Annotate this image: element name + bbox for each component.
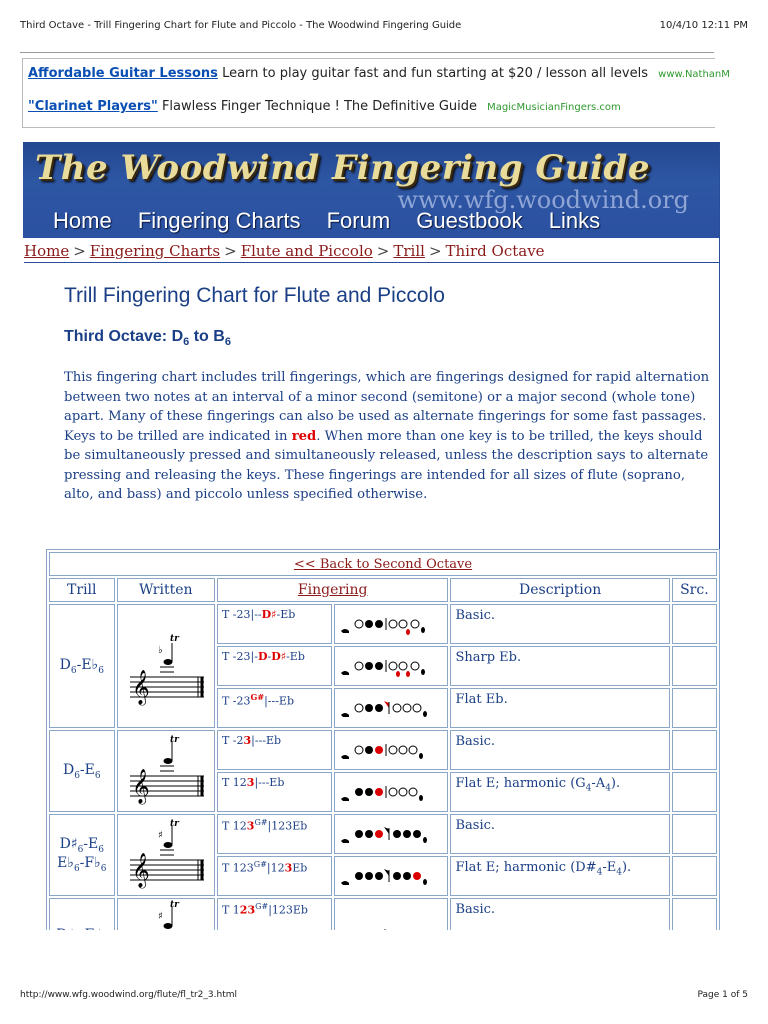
staff-notation <box>117 730 215 812</box>
ad-clarinet <box>28 99 621 114</box>
header-src: Src. <box>672 578 717 602</box>
fingering-diagram <box>334 814 449 854</box>
header-description: Description <box>450 578 669 602</box>
print-header <box>20 20 748 34</box>
description: Basic. <box>450 604 669 644</box>
svg-text:tr: tr <box>169 634 179 644</box>
svg-text:tr: tr <box>169 735 179 745</box>
fingering-text: T $123^{G\#}|123Eb$ <box>217 898 332 974</box>
fingering-text: T $-23^{G\#}|---Eb$ <box>217 688 332 728</box>
nav-home[interactable]: Home <box>53 208 112 233</box>
site-logo-title[interactable]: The Woodwind Fingering Guide <box>35 148 650 188</box>
nav-fingering-charts[interactable]: Fingering Charts <box>137 208 301 233</box>
fingering-diagram <box>334 772 449 812</box>
print-title: Third Octave - Trill Fingering Chart for Flute and Piccolo - The Woodwind Fingering Guide <box>20 20 462 31</box>
breadcrumb-flute-piccolo[interactable]: Flute and Piccolo <box>240 242 373 260</box>
description: Basic. <box>450 814 669 854</box>
ad-clarinet-link[interactable]: "Clarinet Players" <box>28 99 158 114</box>
ad-clarinet-text: Flawless Finger Technique ! The Definitive Guide <box>161 99 478 114</box>
trill-label: $D♯_6-E_6$ $E♭_6-F♭_6$ <box>49 814 115 896</box>
breadcrumb-fingering-charts[interactable]: Fingering Charts <box>89 242 221 260</box>
header-trill: Trill <box>49 578 115 602</box>
nav-links[interactable]: Links <box>548 208 601 233</box>
top-divider <box>20 52 714 53</box>
description: Flat Eb. <box>450 688 669 728</box>
ad-clarinet-url[interactable]: MagicMusicianFingers.com <box>487 102 621 113</box>
svg-text:tr: tr <box>169 900 179 910</box>
source <box>672 688 717 728</box>
svg-text:𝄞: 𝄞 <box>131 853 150 888</box>
description: Sharp Eb. <box>450 646 669 686</box>
breadcrumb-current: Third Octave <box>445 242 545 260</box>
fingering-text: T $123^{G\#}|123Eb$ <box>217 856 332 896</box>
ad-guitar-link[interactable]: Affordable Guitar Lessons <box>28 66 218 81</box>
source <box>672 730 717 770</box>
svg-text:𝄞: 𝄞 <box>131 670 150 705</box>
breadcrumb-trill[interactable]: Trill <box>393 242 425 260</box>
fingering-text: T -23|--D♯-Eb <box>217 604 332 644</box>
intro-paragraph: This fingering chart includes trill fingerings, which are fingerings designed for rapid alternation between two notes at an interval of a minor second (semitone) or a major second (whole tone) apart. Many of these fingerings can also be used as alternate fingerings for some fast passages. Keys to be trilled are indicated in red. When more than one key is to be trilled, the keys should be simultaneously pressed and simultaneously released, unless the description says to alternate pressing and releasing the keys. These fingerings are intended for all sizes of flute (soprano, alto, and bass) and piccolo unless specified otherwise. <box>64 370 710 502</box>
main-nav <box>53 208 620 234</box>
source <box>672 772 717 812</box>
breadcrumb: Home > Fingering Charts > Flute and Piccolo > Trill > Third Octave <box>24 242 545 260</box>
page-subtitle: Third Octave: $D_6$ to $B_6$ <box>64 328 231 349</box>
svg-text:♯: ♯ <box>157 911 163 922</box>
svg-text:♯: ♯ <box>157 830 163 841</box>
page-title: Trill Fingering Chart for Flute and Piccolo <box>64 284 445 307</box>
description: Flat E; harmonic $(G_4-A_4)$. <box>450 772 669 812</box>
fingering-text: T 123|---Eb <box>217 772 332 812</box>
table-row <box>49 814 717 854</box>
print-date: 10/4/10 12:11 PM <box>659 20 748 31</box>
fingering-diagram <box>334 688 449 728</box>
ad-box <box>22 58 730 128</box>
description: Basic. <box>450 730 669 770</box>
print-url: http://www.wfg.woodwind.org/flute/fl_tr2_3.html <box>20 990 237 1000</box>
content-divider <box>24 262 720 263</box>
svg-text:♭: ♭ <box>157 645 163 656</box>
fingering-text: T -23|-D-D♯-Eb <box>217 646 332 686</box>
back-to-second-octave-link[interactable]: << Back to Second Octave <box>293 556 473 572</box>
source <box>672 604 717 644</box>
table-row <box>49 730 717 770</box>
fingering-diagram <box>334 646 449 686</box>
fingering-text: T $123^{G\#}|123Eb$ <box>217 814 332 854</box>
fingering-diagram <box>334 730 449 770</box>
source <box>672 814 717 854</box>
nav-forum[interactable]: Forum <box>326 208 391 233</box>
fingering-table <box>46 549 720 977</box>
ad-guitar-url[interactable]: www.NathanM <box>658 69 730 80</box>
table-row <box>49 604 717 644</box>
ad-guitar <box>28 66 730 81</box>
staff-notation <box>117 814 215 896</box>
svg-text:𝄞: 𝄞 <box>131 769 150 804</box>
source <box>672 856 717 896</box>
back-row <box>49 552 717 576</box>
print-page-number: Page 1 of 5 <box>697 990 748 1000</box>
site-banner <box>23 142 719 238</box>
intro-red-word: red <box>291 428 317 444</box>
fingering-text: T -23|---Eb <box>217 730 332 770</box>
svg-text:tr: tr <box>169 819 179 829</box>
description: Basic. <box>450 898 669 974</box>
table-header <box>49 578 717 602</box>
page-cut-mask <box>0 930 768 990</box>
header-written: Written <box>117 578 215 602</box>
description: Flat E; harmonic $(D\#_4-E_4)$. <box>450 856 669 896</box>
nav-guestbook[interactable]: Guestbook <box>416 208 523 233</box>
trill-label: $D_6-E♭_6$ <box>49 604 115 728</box>
breadcrumb-home[interactable]: Home <box>24 242 70 260</box>
trill-label: $D_6-E_6$ <box>49 730 115 812</box>
staff-notation <box>117 604 215 728</box>
fingering-diagram <box>334 856 449 896</box>
source <box>672 646 717 686</box>
header-fingering[interactable]: Fingering <box>217 578 449 602</box>
fingering-diagram <box>334 604 449 644</box>
ad-guitar-text: Learn to play guitar fast and fun starting at $20 / lesson all levels <box>222 66 648 81</box>
site-url: www.wfg.woodwind.org <box>397 186 689 214</box>
